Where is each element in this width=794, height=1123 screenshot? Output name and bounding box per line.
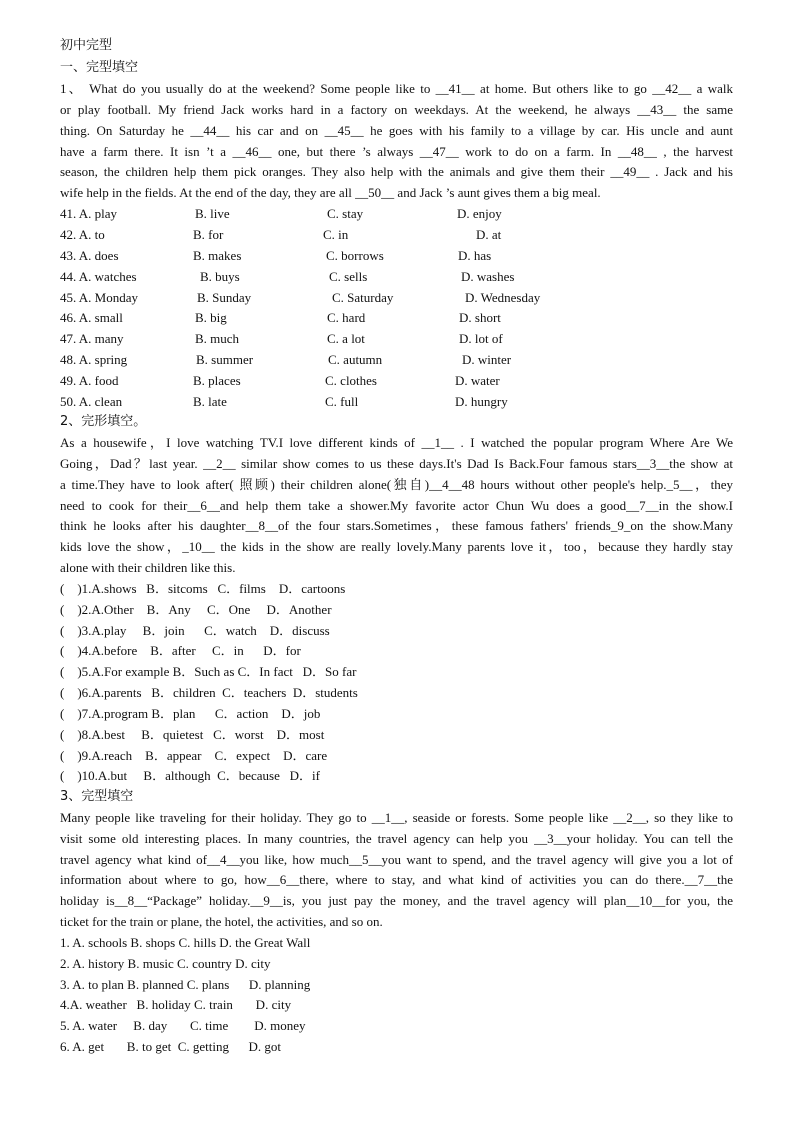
q2-passage-line: think he looks after his daughter__8__of the four stars.Sometimes，these famous fathers' friends_9_on the show.Many (60, 518, 733, 533)
q3-option-line: 6. A. get B. to get C. getting D. got (60, 1039, 281, 1054)
option-b: B. big (195, 310, 227, 325)
q3-option-line: 4.A. weather B. holiday C. train D. city (60, 997, 292, 1012)
option-b: B. for (193, 227, 224, 242)
q2-option-line: ( )4.A.before B．after C．in D．for (60, 643, 301, 658)
option-d: D. winter (462, 352, 512, 367)
q2-option-line: ( )10.A.but B．although C．because D．if (60, 768, 320, 783)
option-d: D. short (459, 310, 501, 325)
q3-passage-line: visit some old interesting places. In many countries, the travel agency can help you __3__your holiday. You can tell the (60, 831, 733, 846)
option-d: D. Wednesday (465, 290, 541, 305)
option-c: C. stay (327, 206, 364, 221)
option-b: B. places (193, 373, 241, 388)
q1-passage-line: season, the children help them pick oranges. They also help with the animals and give them their __49__ . Jack and his (60, 164, 733, 179)
q3-option-line: 3. A. to plan B. planned C. plans D. planning (60, 977, 311, 992)
q2-option-line: ( )3.A.play B．join C．watch D．discuss (60, 623, 330, 638)
option-b: B. much (195, 331, 240, 346)
option-a: 42. A. to (60, 227, 105, 242)
q2-option-line: ( )6.A.parents B．children C．teachers D．students (60, 685, 358, 700)
q2-option-line: ( )8.A.best B．quietest C．worst D．most (60, 727, 325, 742)
option-a: 50. A. clean (60, 394, 123, 409)
q2-passage-line: need to cook for their__6__and help them take a shower.My favorite actor Chun Wu does a good__7__in the show.I (60, 498, 733, 513)
section-heading: 一、完型填空 (60, 60, 139, 75)
q1-passage-line: 1、 What do you usually do at the weekend? Some people like to __41__ at home. But others like to go __42__ a walk (60, 81, 733, 96)
q2-option-line: ( )5.A.For example B．Such as C．In fact D．So far (60, 664, 357, 679)
q3-option-line: 2. A. history B. music C. country D. city (60, 956, 271, 971)
option-d: D. at (476, 227, 502, 242)
option-a: 49. A. food (60, 373, 119, 388)
q2-heading: 2、完形填空。 (60, 414, 147, 429)
q3-passage-line: holiday is__8__“Package” holiday.__9__is, you just pay the money, and the travel agency will plan__10__for you, the (60, 893, 733, 908)
q3-passage-line: Many people like traveling for their holiday. They go to __1__, seaside or forests. Some people like __2__, so they like to (60, 810, 733, 825)
option-c: C. sells (329, 269, 368, 284)
q2-passage-line: a time.They have to look after( 照顾) their children alone(独自)__4__48 hours without other people's help._5__，they (60, 477, 733, 492)
option-b: B. makes (193, 248, 242, 263)
worksheet-header: 初中完型 (60, 38, 113, 53)
q3-passage-line: ticket for the train or plane, the hotel, the activities, and so on. (60, 914, 383, 929)
q2-option-line: ( )1.A.shows B．sitcoms C．films D．cartoons (60, 581, 346, 596)
option-a: 47. A. many (60, 331, 124, 346)
option-a: 41. A. play (60, 206, 118, 221)
option-b: B. Sunday (197, 290, 252, 305)
q1-passage-line: or play football. My friend Jack works hard in a factory on weekdays. At the weekend, he always __43__ the same (60, 102, 733, 117)
option-d: D. enjoy (457, 206, 502, 221)
option-c: C. hard (327, 310, 366, 325)
option-d: D. water (455, 373, 500, 388)
q2-option-line: ( )2.A.Other B．Any C．One D．Another (60, 602, 332, 617)
option-d: D. hungry (455, 394, 508, 409)
q2-passage-line: Going，Dad？last year. __2__ similar show comes to us these days.It's Dad Is Back.Four famous stars__3__the show at (60, 456, 733, 471)
option-d: D. has (458, 248, 492, 263)
option-d: D. washes (461, 269, 515, 284)
option-c: C. borrows (326, 248, 384, 263)
q1-passage-line: have a farm there. It isn ’t a __46__ one, but there ’s always __47__ work to do on a farm. In __48__ , the harvest (60, 144, 733, 159)
option-c: C. in (323, 227, 349, 242)
q3-passage-line: information about where to go, how__6__there, where to stay, and what kind of activities you can do there.__7__the (60, 872, 733, 887)
option-b: B. summer (196, 352, 254, 367)
option-a: 44. A. watches (60, 269, 137, 284)
q1-passage-line: wife help in the fields. At the end of the day, they are all __50__ and Jack ’s aunt gives them a big meal. (60, 185, 601, 200)
q2-option-line: ( )9.A.reach B．appear C．expect D．care (60, 748, 328, 763)
option-a: 46. A. small (60, 310, 123, 325)
option-c: C. clothes (325, 373, 377, 388)
q3-option-line: 1. A. schools B. shops C. hills D. the Great Wall (60, 935, 311, 950)
option-c: C. Saturday (332, 290, 394, 305)
option-c: C. a lot (327, 331, 365, 346)
option-d: D. lot of (459, 331, 503, 346)
option-c: C. autumn (328, 352, 383, 367)
q3-option-line: 5. A. water B. day C. time D. money (60, 1018, 306, 1033)
option-a: 43. A. does (60, 248, 119, 263)
q2-passage-line: alone with their children like this. (60, 560, 236, 575)
q2-option-line: ( )7.A.program B．plan C．action D．job (60, 706, 321, 721)
q2-passage-line: kids love the show，_10__ the kids in the show are really lovely.Many parents love it，too，because they hardly stay (60, 539, 733, 554)
option-b: B. buys (200, 269, 240, 284)
q3-heading: 3、完型填空 (60, 789, 134, 804)
option-a: 48. A. spring (60, 352, 128, 367)
option-a: 45. A. Monday (60, 290, 138, 305)
option-b: B. live (195, 206, 230, 221)
q3-passage-line: travel agency what kind of__4__you like, how much__5__you want to spend, and the travel agency will give you a lot of (60, 852, 733, 867)
option-b: B. late (193, 394, 227, 409)
q1-passage-line: thing. On Saturday he __44__ his car and on __45__ he goes with his family to a village by car. His uncle and aunt (60, 123, 733, 138)
option-c: C. full (325, 394, 359, 409)
q2-passage-line: As a housewife，I love watching TV.I love different kinds of __1__ . I watched the popular program Where Are We (60, 435, 733, 450)
